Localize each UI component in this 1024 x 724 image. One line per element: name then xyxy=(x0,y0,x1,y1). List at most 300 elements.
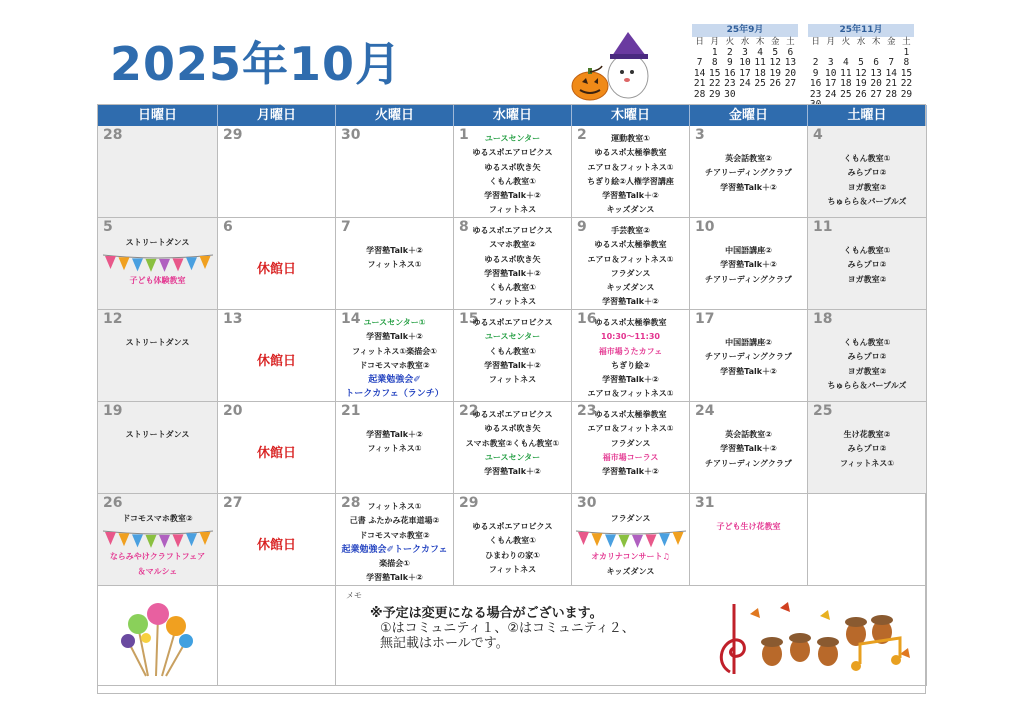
event-item: エアロ＆フィットネス① xyxy=(587,389,674,399)
day-number: 22 xyxy=(459,403,479,419)
event-item: 学習塾Talk＋② xyxy=(602,375,659,385)
acorn-icon xyxy=(761,615,893,666)
mini-day: 16 xyxy=(809,78,822,89)
mini-day: 9 xyxy=(726,57,733,68)
event-item: 子ども生け花教室 xyxy=(716,522,781,531)
mini-day: 25 xyxy=(754,78,766,89)
day-number: 7 xyxy=(341,219,351,235)
day-cell xyxy=(454,310,572,402)
day-cell xyxy=(218,494,336,586)
event-list xyxy=(454,520,571,577)
event-item: キッズダンス xyxy=(606,205,655,215)
mini-day: 28 xyxy=(693,88,706,100)
event-list xyxy=(690,152,807,195)
mini-day: 22 xyxy=(900,78,913,89)
event-list xyxy=(98,236,217,289)
event-item: 学習塾Talk＋② xyxy=(602,191,659,201)
mini-calendar-next xyxy=(808,24,914,111)
mini-day: 16 xyxy=(724,67,736,79)
event-item: ＆マルシェ xyxy=(137,566,178,576)
event-item: 中国語講座② xyxy=(725,338,772,347)
event-item: 学習塾Talk＋② xyxy=(602,297,659,307)
mini-day: 20 xyxy=(784,67,797,79)
event-item: ひまわりの家① xyxy=(485,550,540,560)
event-item: トークカフェ（ランチ） xyxy=(345,389,444,400)
event-item: フィットネス xyxy=(488,564,537,574)
event-item: チアリーディングクラブ xyxy=(705,352,792,362)
mini-weekday: 月 xyxy=(826,37,835,47)
event-item: ストリートダンス xyxy=(125,338,190,347)
event-item: 手芸教室② xyxy=(611,226,650,235)
event-item: 福市場コーラス xyxy=(602,452,659,462)
event-item: フィットネス① xyxy=(367,260,422,270)
mini-day: 23 xyxy=(724,78,736,89)
day-number: 17 xyxy=(695,311,715,327)
event-item: ゆるスポ太極拳教室 xyxy=(594,410,667,419)
mini-day: 15 xyxy=(900,67,913,79)
mini-weekday: 月 xyxy=(710,37,719,47)
page-title: 2025年10月 xyxy=(110,37,403,91)
day-cell xyxy=(572,310,690,402)
mini-day: 30 xyxy=(724,88,736,100)
event-item: フィットネス xyxy=(488,205,537,215)
memo-cell xyxy=(336,586,927,686)
event-list xyxy=(454,408,571,479)
mini-day: 2 xyxy=(726,46,733,58)
mini-day: 11 xyxy=(840,67,852,79)
mini-weekday: 金 xyxy=(887,37,896,47)
calendar-week xyxy=(98,218,925,310)
event-item: エアロ＆フィットネス① xyxy=(587,162,674,172)
event-item: フィットネス xyxy=(488,375,537,385)
memo-row xyxy=(98,586,925,686)
mini-day xyxy=(737,90,752,101)
event-item: キッズダンス xyxy=(606,283,655,293)
event-list xyxy=(572,224,689,310)
event-item: ゆるスポ太極拳教室 xyxy=(594,318,667,327)
event-item: エアロ＆フィットネス① xyxy=(587,424,674,434)
day-cell xyxy=(690,310,808,402)
event-list xyxy=(808,244,926,287)
event-item: くもん教室① xyxy=(843,154,891,163)
event-item: ヨガ教室② xyxy=(847,366,887,376)
mini-day: 10 xyxy=(824,67,837,79)
weekday-label: 土曜日 xyxy=(808,105,927,126)
mini-day: 11 xyxy=(754,57,766,68)
event-list xyxy=(572,316,689,402)
day-number: 29 xyxy=(223,127,243,143)
mini-day: 29 xyxy=(900,88,913,100)
mini-day: 8 xyxy=(711,57,718,68)
mini-day xyxy=(753,90,768,101)
mini-day xyxy=(783,90,798,101)
event-item: 子ども体験教室 xyxy=(129,276,186,286)
mini-day: 18 xyxy=(840,78,852,89)
weekday-label: 金曜日 xyxy=(690,105,808,126)
day-number: 1 xyxy=(459,127,469,143)
mini-day: 13 xyxy=(784,57,797,68)
day-cell xyxy=(572,126,690,218)
event-list xyxy=(336,428,453,457)
event-item: ゆるスポ吹き矢 xyxy=(484,254,541,264)
calendar-week xyxy=(98,494,925,586)
mini-day: 18 xyxy=(754,67,766,79)
day-number: 4 xyxy=(813,127,823,143)
mini-day: 17 xyxy=(739,67,751,79)
event-item: ヨガ教室② xyxy=(847,274,887,284)
event-item: 学習塾Talk＋② xyxy=(366,430,423,439)
bunting-icon xyxy=(103,528,213,548)
calendar-week xyxy=(98,310,925,402)
event-item: 学習塾Talk＋② xyxy=(602,467,659,477)
mini-day: 5 xyxy=(772,46,779,58)
event-item: 起業勉強会✐トークカフェ xyxy=(341,544,448,555)
mini-day: 28 xyxy=(885,88,897,100)
event-item: 楽描会① xyxy=(379,559,410,569)
event-item: ユースセンター xyxy=(484,134,541,143)
day-cell xyxy=(336,494,454,586)
weekday-label: 木曜日 xyxy=(572,105,690,126)
event-item: ゆるスポエアロビクス xyxy=(472,522,553,531)
day-cell xyxy=(98,402,218,494)
event-item: ユースセンター① xyxy=(363,318,426,327)
day-cell xyxy=(218,402,336,494)
event-item: 学習塾Talk＋② xyxy=(720,444,777,454)
lollipop-decoration xyxy=(98,586,218,686)
event-item: ゆるスポエアロビクス xyxy=(472,318,553,327)
day-cell xyxy=(454,402,572,494)
day-cell xyxy=(808,310,927,402)
event-item: 起業勉強会✐ xyxy=(368,375,421,386)
mini-day: 26 xyxy=(769,78,781,89)
day-number: 25 xyxy=(813,403,833,419)
event-item: ユースセンター xyxy=(484,332,541,342)
day-number: 6 xyxy=(223,219,233,235)
event-item: 10:30～11:30 xyxy=(601,332,660,342)
mini-day: 10 xyxy=(739,57,751,68)
event-list xyxy=(98,512,217,579)
event-list xyxy=(690,244,807,287)
event-item: ドコモスマホ教室② xyxy=(359,530,430,540)
mini-day: 3 xyxy=(742,46,748,58)
event-item: 学習塾Talk＋② xyxy=(366,246,423,255)
event-list xyxy=(808,152,926,209)
day-cell xyxy=(808,494,927,586)
closed-label: 休館日 xyxy=(256,538,296,553)
event-item: エアロ＆フィットネス① xyxy=(587,254,674,264)
event-item: フラダンス xyxy=(610,438,651,448)
event-item: フィットネス① xyxy=(839,458,895,468)
mini-day: 5 xyxy=(858,57,864,68)
day-cell xyxy=(454,494,572,586)
mini-day: 12 xyxy=(769,57,781,68)
event-list xyxy=(336,500,453,586)
day-number: 28 xyxy=(103,127,123,143)
event-item: 学習塾Talk＋② xyxy=(366,332,423,342)
event-list xyxy=(572,408,689,479)
day-number: 21 xyxy=(341,403,361,419)
day-cell xyxy=(218,126,336,218)
event-item: みらプロ② xyxy=(847,352,887,362)
mini-day: 24 xyxy=(824,88,837,100)
day-number: 8 xyxy=(459,219,469,235)
mini-day: 6 xyxy=(787,46,794,58)
event-item: ストリートダンス xyxy=(125,430,190,439)
event-item: 学習塾Talk＋② xyxy=(720,260,777,270)
event-item: くもん教室① xyxy=(843,246,891,255)
event-item: オカリナコンサート♫ xyxy=(591,552,670,562)
day-cell xyxy=(454,218,572,310)
day-cell xyxy=(690,126,808,218)
event-item: ヨガ教室② xyxy=(847,182,887,192)
mini-day: 15 xyxy=(708,67,721,79)
mini-day: 23 xyxy=(809,88,822,100)
day-number: 30 xyxy=(577,495,597,511)
mini-day: 17 xyxy=(824,78,837,89)
event-item: 学習塾Talk＋② xyxy=(484,191,541,201)
day-number: 10 xyxy=(695,219,715,235)
event-item: 学習塾Talk＋② xyxy=(484,360,541,370)
event-item: 英会話教室② xyxy=(725,430,772,439)
mini-weekday: 火 xyxy=(841,37,851,47)
memo-label: メモ xyxy=(346,591,362,600)
event-item: キッズダンス xyxy=(606,566,655,576)
day-number: 14 xyxy=(341,311,361,327)
day-cell xyxy=(454,126,572,218)
calendar-week xyxy=(98,126,925,218)
calendar-grid xyxy=(97,104,926,694)
day-cell xyxy=(98,310,218,402)
event-item: フィットネス xyxy=(488,297,537,307)
event-item: ちゅらら＆パープルズ xyxy=(827,196,907,206)
event-item: 学習塾Talk＋② xyxy=(484,268,541,278)
event-item: くもん教室① xyxy=(489,346,536,356)
mini-calendar-title: 25年11月 xyxy=(808,24,914,37)
mini-weekday: 金 xyxy=(771,37,780,47)
day-number: 26 xyxy=(103,495,123,511)
event-item: ゆるスポエアロビクス xyxy=(472,226,553,235)
mini-day: 29 xyxy=(708,88,721,100)
event-item: フィットネス①楽描会① xyxy=(352,346,437,356)
event-item: ゆるスポ太極拳教室 xyxy=(594,148,667,158)
event-item: 学習塾Talk＋② xyxy=(366,573,423,583)
day-number: 23 xyxy=(577,403,597,419)
day-number: 31 xyxy=(695,495,715,511)
event-list xyxy=(690,520,807,534)
day-number: 16 xyxy=(577,311,597,327)
event-item: みらプロ② xyxy=(847,168,887,178)
calendar-week xyxy=(98,402,925,494)
event-item: 福市場うたカフェ xyxy=(598,346,663,356)
day-number: 20 xyxy=(223,403,243,419)
day-cell xyxy=(572,402,690,494)
day-number: 29 xyxy=(459,495,479,511)
day-cell xyxy=(336,402,454,494)
event-list xyxy=(808,336,926,393)
event-item: スマホ教室② xyxy=(489,240,536,250)
closed-label: 休館日 xyxy=(256,354,296,369)
event-item: くもん教室① xyxy=(489,536,536,546)
weekday-header xyxy=(98,105,925,126)
event-list xyxy=(336,316,453,402)
event-item: くもん教室① xyxy=(489,176,536,186)
music-note-icon xyxy=(710,594,920,682)
event-list xyxy=(454,224,571,310)
day-number: 12 xyxy=(103,311,123,327)
day-cell xyxy=(572,218,690,310)
day-number: 5 xyxy=(103,219,113,235)
mini-day: 4 xyxy=(842,57,849,68)
event-list xyxy=(98,336,217,350)
mini-day: 7 xyxy=(888,57,895,68)
weekday-label: 水曜日 xyxy=(454,105,572,126)
mini-day: 20 xyxy=(870,78,882,89)
mini-day: 25 xyxy=(840,88,852,100)
event-item: ちぎり絵② xyxy=(611,360,650,370)
event-item: チアリーディングクラブ xyxy=(705,274,792,284)
event-item: ならみやけクラフトフェア xyxy=(109,552,206,562)
day-cell xyxy=(808,402,927,494)
event-item: ゆるスポエアロビクス xyxy=(472,410,553,419)
day-cell xyxy=(808,218,927,310)
event-item: 学習塾Talk＋② xyxy=(484,467,541,477)
mini-weekday: 水 xyxy=(856,37,866,47)
weekday-label: 火曜日 xyxy=(336,105,454,126)
day-cell xyxy=(98,494,218,586)
mini-day: 1 xyxy=(903,46,910,58)
mini-day: 13 xyxy=(870,67,882,79)
event-item: ゆるスポ吹き矢 xyxy=(484,424,541,434)
event-item: 己書 ふたかみ花車道場② xyxy=(349,516,440,526)
empty-cell xyxy=(218,586,336,686)
mini-day xyxy=(768,90,783,101)
mini-day: 21 xyxy=(885,78,897,89)
event-item: 運動教室① xyxy=(611,134,650,143)
mini-day: 6 xyxy=(873,57,879,68)
lollipop-icon xyxy=(98,586,216,684)
mini-day: 24 xyxy=(739,78,751,89)
mini-day: 2 xyxy=(812,57,819,68)
event-item: ゆるスポエアロビクス xyxy=(472,148,553,158)
mini-day: 27 xyxy=(784,78,797,89)
mini-day: 14 xyxy=(693,67,706,79)
event-item: チアリーディングクラブ xyxy=(705,168,792,178)
event-item: ゆるスポ吹き矢 xyxy=(484,162,541,172)
day-number: 2 xyxy=(577,127,587,143)
weekday-label: 月曜日 xyxy=(218,105,336,126)
event-item: 学習塾Talk＋② xyxy=(720,182,777,192)
mini-weekday: 木 xyxy=(755,37,765,47)
event-item: ストリートダンス xyxy=(125,238,190,247)
event-item: スマホ教室②くもん教室① xyxy=(465,438,560,448)
event-item: くもん教室① xyxy=(843,338,891,347)
memo-line-3: 無記載はホールです。 xyxy=(380,636,509,651)
event-item: 英会話教室② xyxy=(725,154,772,163)
closed-label: 休館日 xyxy=(256,446,296,461)
day-cell xyxy=(690,402,808,494)
day-cell xyxy=(98,126,218,218)
day-number: 30 xyxy=(341,127,361,143)
event-list xyxy=(98,428,217,442)
day-cell xyxy=(690,494,808,586)
day-cell xyxy=(218,310,336,402)
mini-day: 19 xyxy=(769,67,781,79)
mini-day: 1 xyxy=(711,46,718,58)
event-list xyxy=(572,512,689,579)
day-number: 11 xyxy=(813,219,833,235)
bunting-icon xyxy=(103,252,213,272)
event-item: 生け花教室② xyxy=(843,430,891,439)
mini-day: 8 xyxy=(903,57,910,68)
day-number: 27 xyxy=(223,495,243,511)
mini-weekday: 土 xyxy=(786,37,795,47)
ghost-icon xyxy=(566,26,662,102)
mini-weekday: 日 xyxy=(695,37,704,47)
event-item: みらプロ② xyxy=(847,444,887,454)
event-item: くもん教室① xyxy=(489,283,536,293)
mini-day: 14 xyxy=(885,67,897,79)
day-number: 18 xyxy=(813,311,833,327)
event-item: ドコモスマホ教室② xyxy=(359,360,430,370)
mini-day: 21 xyxy=(693,78,706,89)
mini-day: 26 xyxy=(855,88,867,100)
event-list xyxy=(690,428,807,471)
day-number: 24 xyxy=(695,403,715,419)
mini-calendar-title: 25年9月 xyxy=(692,24,798,37)
bunting-icon xyxy=(576,528,686,548)
event-item: ちゅらら＆パープルズ xyxy=(827,380,907,390)
day-cell xyxy=(98,218,218,310)
memo-text xyxy=(370,606,635,651)
day-number: 13 xyxy=(223,311,243,327)
day-cell xyxy=(336,126,454,218)
event-item: ちぎり絵②人権学習講座 xyxy=(587,176,674,186)
event-list xyxy=(454,132,571,218)
weekday-label: 日曜日 xyxy=(98,105,218,126)
pumpkin-icon xyxy=(572,66,608,100)
day-number: 19 xyxy=(103,403,123,419)
day-cell xyxy=(690,218,808,310)
event-item: みらプロ② xyxy=(847,260,887,270)
mini-day: 3 xyxy=(827,57,834,68)
day-cell xyxy=(336,218,454,310)
mini-day: 22 xyxy=(708,78,721,89)
event-item: フィットネス① xyxy=(367,444,422,454)
event-list xyxy=(454,316,571,387)
event-list xyxy=(336,244,453,273)
day-cell xyxy=(218,218,336,310)
mini-day: 19 xyxy=(855,78,867,89)
event-item: フラダンス xyxy=(610,514,651,523)
mini-day: 4 xyxy=(757,46,763,58)
event-list xyxy=(808,428,926,471)
event-item: ゆるスポ太極拳教室 xyxy=(594,240,667,250)
mini-calendar-prev xyxy=(692,24,798,100)
mini-weekday: 土 xyxy=(902,37,911,47)
mini-day: 27 xyxy=(870,88,882,100)
event-list xyxy=(690,336,807,379)
day-number: 28 xyxy=(341,495,361,511)
event-list xyxy=(572,132,689,218)
mini-weekday: 水 xyxy=(740,37,750,47)
day-number: 9 xyxy=(577,219,587,235)
mini-weekday: 日 xyxy=(811,37,820,47)
event-item: フィットネス① xyxy=(367,502,422,511)
event-item: フラダンス xyxy=(610,268,651,278)
mini-day: 9 xyxy=(812,67,819,79)
day-number: 3 xyxy=(695,127,705,143)
event-item: ユースセンター xyxy=(484,452,541,462)
